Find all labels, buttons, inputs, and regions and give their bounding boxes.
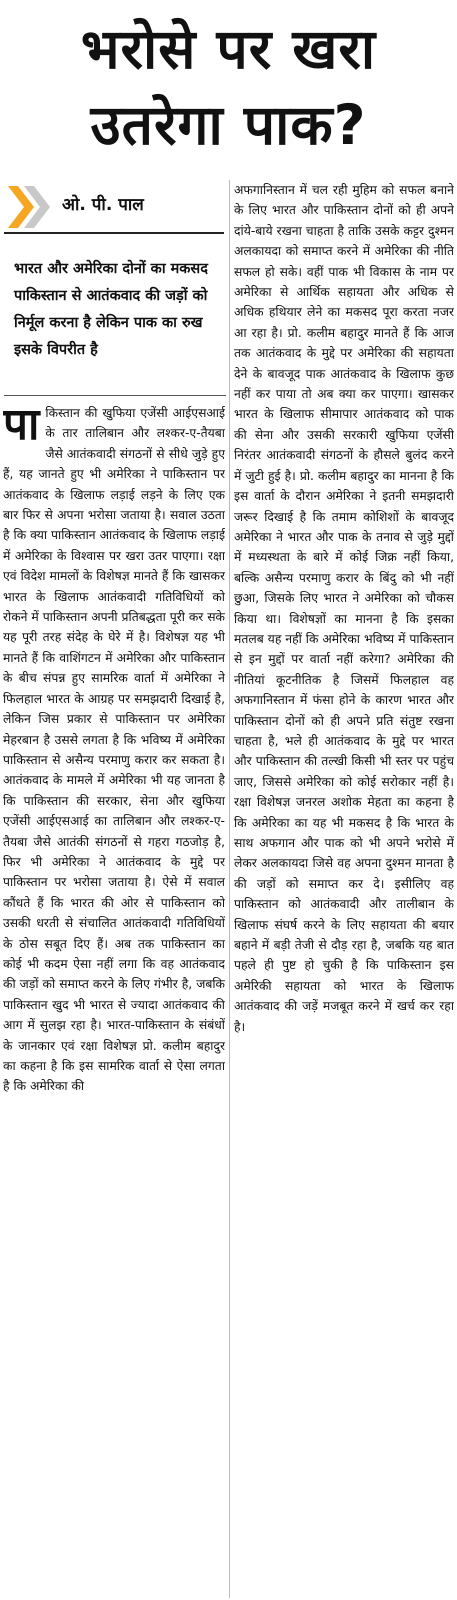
pull-quote: भारत और अमेरिका दोनों का मकसद पाकिस्तान से आतंकवाद की जड़ों को निर्मूल करना है लेकिन पाक का रुख इसके विपरीत है [14,261,208,358]
article-text-right: अफगानिस्तान में चल रही मुहिम को सफल बनाने के लिए भारत और पाकिस्तान दोनों को ही अपने दांये-बाये रखना चाहता है ताकि उसके कट्टर दुश्मन अलकायदा को समाप्त करने में अमेरिका की नीति सफल हो सके। वहीं पाक भी विकास के नाम पर अमेरिका से आर्थिक सहायता और अधिक से अधिक हथियार लेने का मकसद पूरा करता नजर आ रहा है। प्रो. कलीम बहादुर मानते हैं कि आज तक आतंकवाद के मुद्दे पर अमेरिका की सहायता देने के बावजूद पाक आतंकवाद के खिलाफ कुछ नहीं कर पाया तो अब क्या कर पाएगा। खासकर भारत के खिलाफ सीमापार आतंकवाद को पाक की सेना और उसकी सरकारी खुफिया एजेंसी निरंतर आतंकवादी संगठनों के हौसले बुलंद करने में जुटी हुई है। प्रो. कलीम बहादुर का मानना है कि इस वार्ता के दौरान अमेरिका ने इतनी समझदारी जरूर दिखाई है कि तमाम कोशिशों के बावजूद अमेरिका ने भारत और पाक के तनाव से जुड़े मुद्दों में मध्यस्थता के बारे में कोई जिक्र नहीं किया, बल्कि असैन्य परमाणु करार के बिंदु को भी नहीं छुआ, जिसके लिए भारत ने अमेरिका को चौकस किया था। विशेषज्ञों का मानना है कि इसका मतलब यह नहीं कि अमेरिका भविष्य में पाकिस्तान से इन मुद्दों पर वार्ता नहीं करेगा? अमेरिका की नीतियां कूटनीतिक है जिसमें फिलहाल वह अफगानिस्तान में फंसा होने के कारण भारत और पाकिस्तान दोनों को ही अपने प्रति संतुष्ट रखना चाहता है, भले ही आतंकवाद के मुद्दे पर भारत और पाकिस्तान की तल्खी किसी भी स्तर पर पहुंच जाए, जिससे अमेरिका को कोई सरोकार नहीं है। रक्षा विशेषज्ञ जनरल अशोक मेहता का कहना है कि अमेरिका का यह भी मकसद है कि भारत के साथ अफगान और पाक को भी अपने भरोसे में लेकर अलकायदा जिसे वह अपना दुश्मन मानता है की जड़ों को समाप्त कर दे। इसीलिए वह पाकिस्तान को आतंकवादी और तालीबान के खिलाफ संघर्ष करने के लिए सहायता की बयार बहाने में बड़ी तेजी से दौड़ रहा है, जबकि यह बात पहले ही पुष्ट हो चुकी है कि पाकिस्तान इस अमेरिकी सहायता को भारत के खिलाफ आतंकवाद की जड़ें मजबूत करने में खर्च कर रहा है। [234,183,454,1034]
byline: ओ. पी. पाल [62,195,144,215]
headline-line-2: उतरेगा पाक? [90,93,367,157]
dropcap: पा [3,403,40,450]
author-row [0,182,228,234]
column-divider [229,180,230,1598]
article-column-right [234,180,454,1598]
pull-quote-divider [4,395,226,396]
headline [0,0,457,164]
headline-line-1: भरोसे पर खरा [80,17,377,81]
byline-divider [4,232,224,234]
article-text-left: किस्तान की खुफिया एजेंसी आईएसआई के तार तालिबान और लश्कर-ए-तैयबा जैसे आतंकवादी संगठनों से सीधे जुड़े हुए हैं, यह जानते हुए भी अमेरिका ने पाकिस्तान पर आतंकवाद के खिलाफ लड़ाई लड़ने के लिए एक बार फिर से अपना भरोसा जताया है। सवाल उठता है कि क्या पाकिस्तान आतंकवाद के खिलाफ लड़ाई में अमेरिका के विश्वास पर खरा उतर पाएगा। रक्षा एवं विदेश मामलों के विशेषज्ञ मानते हैं कि खासकर भारत के खिलाफ आतंकवादी गतिविधियों को रोकने में पाकिस्तान अपनी प्रतिबद्धता पूरी कर सके यह पूरी तरह संदेह के घेरे में है। विशेषज्ञ यह भी मानते हैं कि वाशिंगटन में अमेरिका और पाकिस्तान के बीच संपन्न हुए सामरिक वार्ता में अमेरिका ने फिलहाल भारत के आग्रह पर समझदारी दिखाई है, लेकिन जिस प्रकार से पाकिस्तान पर अमेरिका मेहरबान है उससे लगता है कि भविष्य में अमेरिका पाकिस्तान से असैन्य परमाणु करार कर सकता है। आतंकवाद के मामले में अमेरिका भी यह जानता है कि पाकिस्तान की सरकार, सेना और खुफिया एजेंसी आईएसआई का तालिबान और लश्कर-ए-तैयबा जैसे आतंकी संगठनों से गहरा गठजोड़ है, फिर भी अमेरिका ने आतंकवाद के मुद्दे पर पाकिस्तान पर भरोसा जताया है। ऐसे में सवाल कौंधते हैं कि भारत की ओर से पाकिस्तान को उसकी धरती से संचालित आतंकवादी गतिविधियों के ठोस सबूत दिए हैं। अब तक पाकिस्तान का कोई भी कदम ऐसा नहीं लगा कि वह आतंकवाद की जड़ों को समाप्त करने के लिए गंभीर है, जबकि पाकिस्तान खुद भी भारत से ज्यादा आतंकवाद की आग में सुलझ रहा है। भारत-पाकिस्तान के संबंधों के जानकार एवं रक्षा विशेषज्ञ प्रो. कलीम बहादुर का कहना है कि इस सामरिक वार्ता से ऐसा लगता है कि अमेरिका की [3,406,225,1094]
article-column-left [3,403,225,1598]
double-chevron-icon [6,182,50,232]
